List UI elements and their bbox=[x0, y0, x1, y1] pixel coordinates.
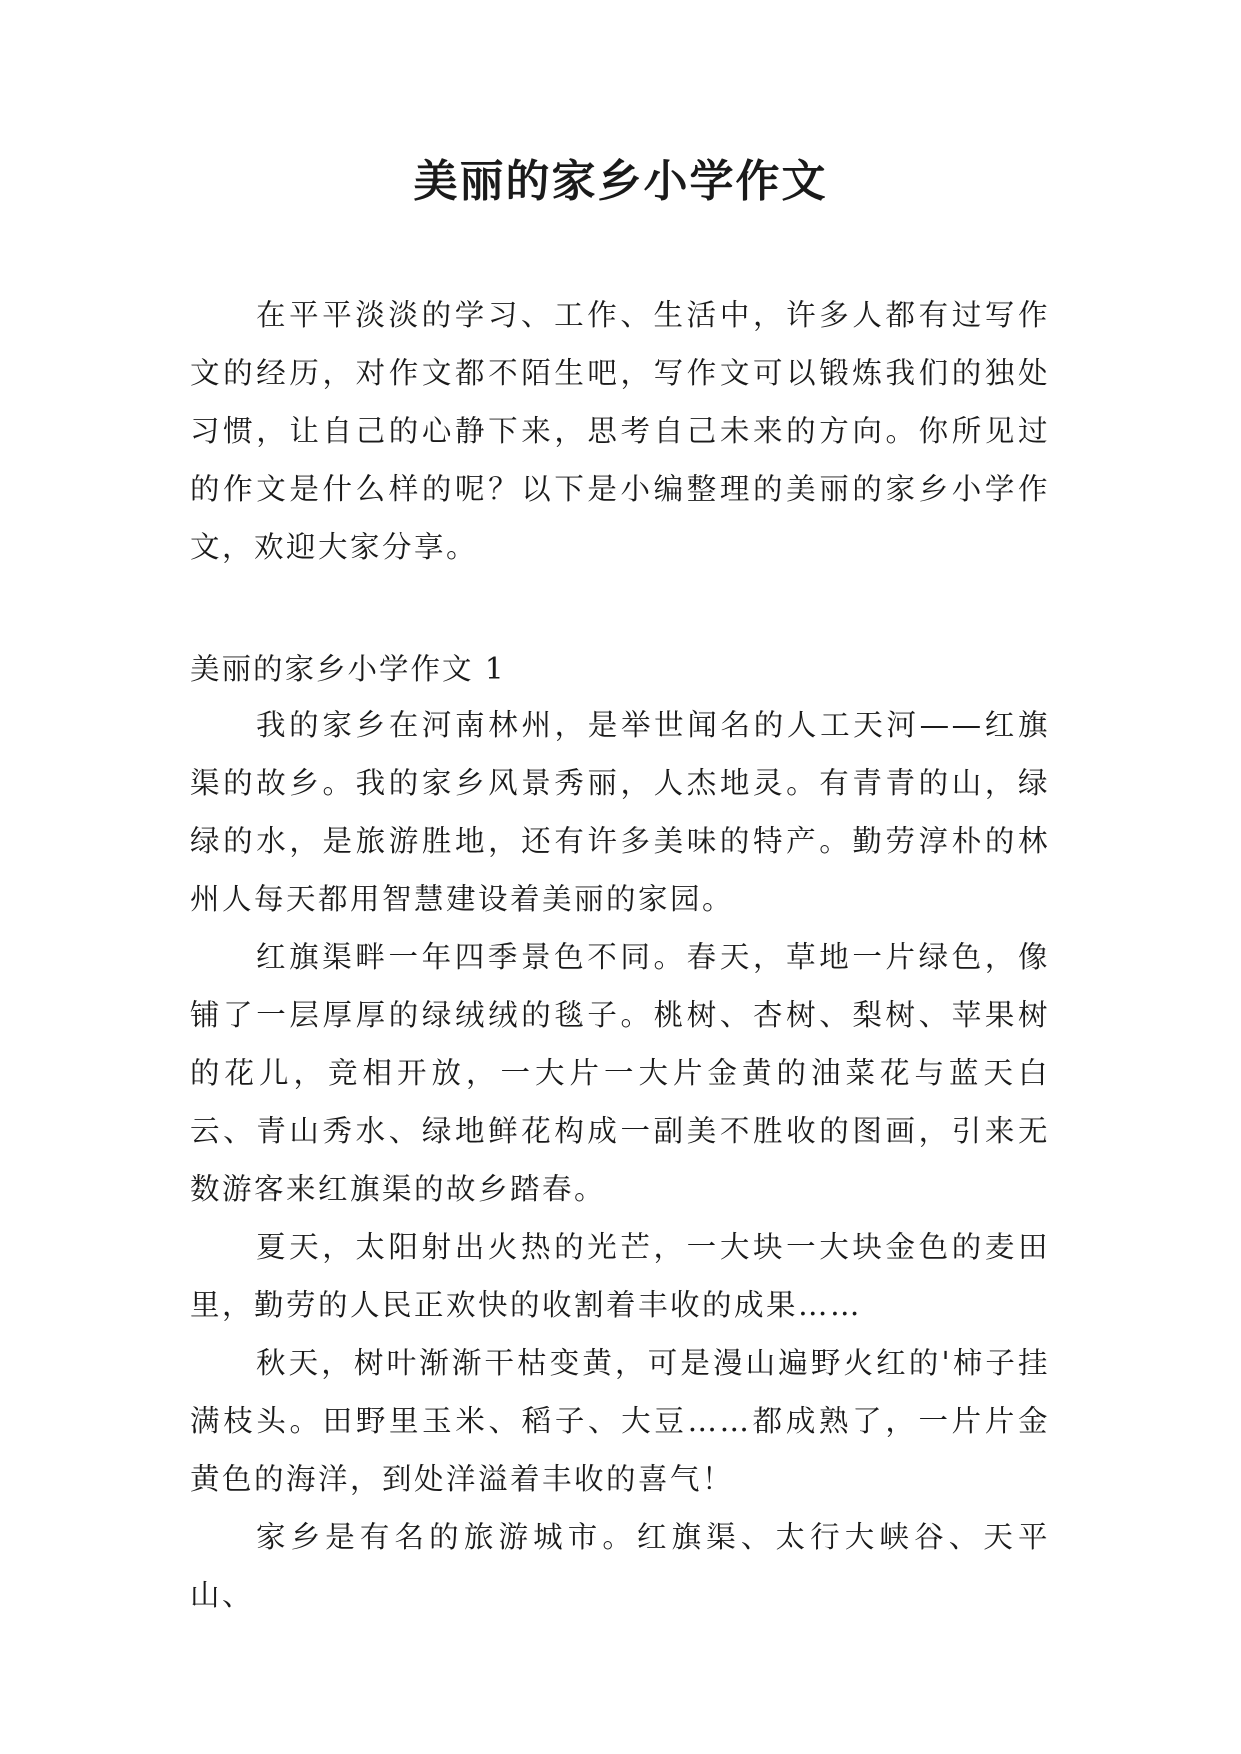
intro-paragraph: 在平平淡淡的学习、工作、生活中，许多人都有过写作文的经历，对作文都不陌生吧，写作文可以锻炼我们的独处习惯，让自己的心静下来，思考自己未来的方向。你所见过的作文是什么样的呢？以下是小编整理的美丽的家乡小学作文，欢迎大家分享。 bbox=[190, 298, 1050, 564]
essay-paragraph: 我的家乡在河南林州，是举世闻名的人工天河——红旗渠的故乡。我的家乡风景秀丽，人杰地灵。有青青的山，绿绿的水，是旅游胜地，还有许多美味的特产。勤劳淳朴的林州人每天都用智慧建设着美丽的家园。 bbox=[190, 708, 1050, 916]
essay-body bbox=[190, 696, 1050, 1624]
essay-paragraph: 秋天，树叶渐渐干枯变黄，可是漫山遍野火红的'柿子挂满枝头。田野里玉米、稻子、大豆……都成熟了，一片片金黄色的海洋，到处洋溢着丰收的喜气！ bbox=[190, 1346, 1050, 1496]
essay-paragraph: 夏天，太阳射出火热的光芒，一大块一大块金色的麦田里，勤劳的人民正欢快的收割着丰收的成果…… bbox=[190, 1230, 1050, 1322]
essay-paragraph: 红旗渠畔一年四季景色不同。春天，草地一片绿色，像铺了一层厚厚的绿绒绒的毯子。桃树、杏树、梨树、苹果树的花儿，竞相开放，一大片一大片金黄的油菜花与蓝天白云、青山秀水、绿地鲜花构成一副美不胜收的图画，引来无数游客来红旗渠的故乡踏春。 bbox=[190, 940, 1050, 1206]
essay-paragraph: 家乡是有名的旅游城市。红旗渠、太行大峡谷、天平山、 bbox=[190, 1520, 1050, 1612]
document-title: 美丽的家乡小学作文 bbox=[413, 156, 828, 207]
section-heading: 美丽的家乡小学作文 1 bbox=[190, 652, 506, 686]
